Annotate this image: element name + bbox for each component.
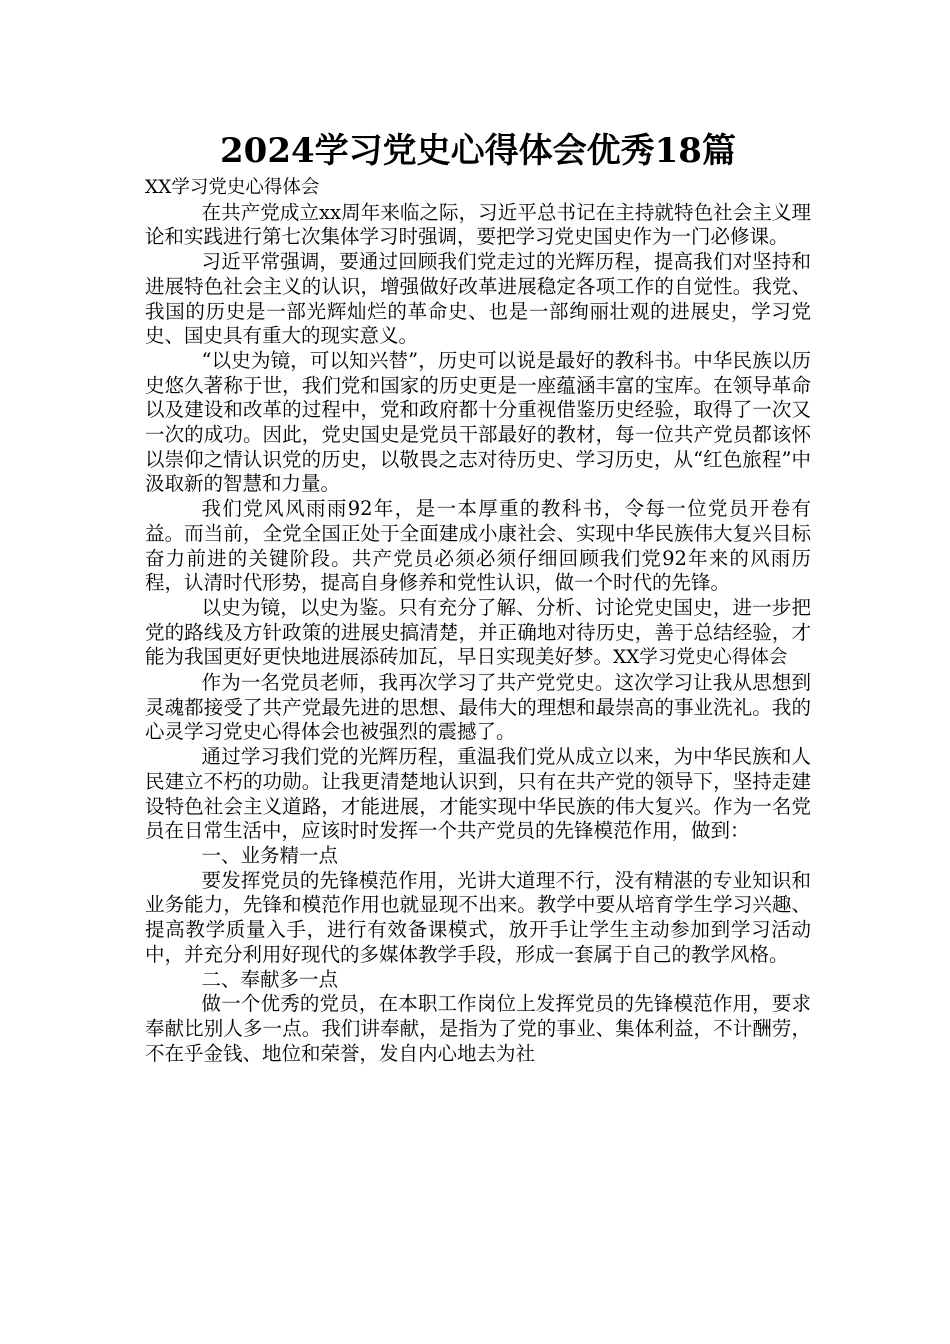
paragraph: “以史为镜，可以知兴替”，历史可以说是最好的教科书。中华民族以历史悠久著称于世，我们党和国家的历史更是一座蕴涵丰富的宝库。在领导革命以及建设和改革的过程中，党和政府都十分重视借鉴历史经验，取得了一次又一次的成功。因此，党史国史是党员干部最好的教材，每一位共产党员都该怀以崇仰之情认识党的历史，以敬畏之志对待历史、学习历史，从“红色旅程”中汲取新的智慧和力量。 xyxy=(145,348,811,496)
paragraph: 通过学习我们党的光辉历程，重温我们党从成立以来，为中华民族和人民建立不朽的功勋。让我更清楚地认识到，只有在共产党的领导下，坚持走建设特色社会主义道路，才能进展，才能实现中华民族的伟大复兴。作为一名党员在日常生活中，应该时时发挥一个共产党员的先锋模范作用，做到： xyxy=(145,745,811,843)
document-page xyxy=(145,128,811,1066)
paragraph: 做一个优秀的党员，在本职工作岗位上发挥党员的先锋模范作用，要求奉献比别人多一点。我们讲奉献，是指为了党的事业、集体利益，不计酬劳，不在乎金钱、地位和荣誉，发自内心地去为社 xyxy=(145,992,811,1065)
paragraph: 要发挥党员的先锋模范作用，光讲大道理不行，没有精湛的专业知识和业务能力，先锋和模范作用也就显现不出来。教学中要从培育学生学习兴趣、提高教学质量入手，进行有效备课模式，放开手让学生主动参加到学习活动中，并充分利用好现代的多媒体教学手段，形成一套属于自己的教学风格。 xyxy=(145,868,811,966)
paragraph: 作为一名党员老师，我再次学习了共产党党史。这次学习让我从思想到灵魂都接受了共产党最先进的思想、最伟大的理想和最崇高的事业洗礼。我的心灵学习党史心得体会也被强烈的震撼了。 xyxy=(145,671,811,744)
paragraph: 习近平常强调，要通过回顾我们党走过的光辉历程，提高我们对坚持和进展特色社会主义的认识，增强做好改革进展稳定各项工作的自觉性。我党、我国的历史是一部光辉灿烂的革命史、也是一部绚丽壮观的进展史，学习党史、国史具有重大的现实意义。 xyxy=(145,250,811,348)
paragraph: 我们党风风雨雨92年，是一本厚重的教科书，令每一位党员开卷有益。而当前，全党全国正处于全面建成小康社会、实现中华民族伟大复兴目标奋力前进的关键阶段。共产党员必须必须仔细回顾我们党92年来的风雨历程，认清时代形势，提高自身修养和党性认识，做一个时代的先锋。 xyxy=(145,497,811,595)
paragraph-with-inline-heading xyxy=(145,596,811,671)
subsection-heading: 二、奉献多一点 xyxy=(201,967,339,991)
section-heading: XX学习党史心得体会 xyxy=(613,647,788,669)
paragraph: 在共产党成立xx周年来临之际，习近平总书记在主持就特色社会主义理论和实践进行第七次集体学习时强调，要把学习党史国史作为一门必修课。 xyxy=(145,200,811,249)
section-heading: XX学习党史心得体会 xyxy=(145,177,320,198)
paragraph-text: 以史为镜，以史为鉴。只有充分了解、分析、讨论党史国史，进一步把党的路线及方针政策的进展史搞清楚，并正确地对待历史，善于总结经验，才能为我国更好更快地进展添砖加瓦，早日实现美好梦。 xyxy=(145,595,811,669)
subsection-heading: 一、业务精一点 xyxy=(201,843,339,867)
document-title: 2024学习党史心得体会优秀18篇 xyxy=(220,131,736,171)
